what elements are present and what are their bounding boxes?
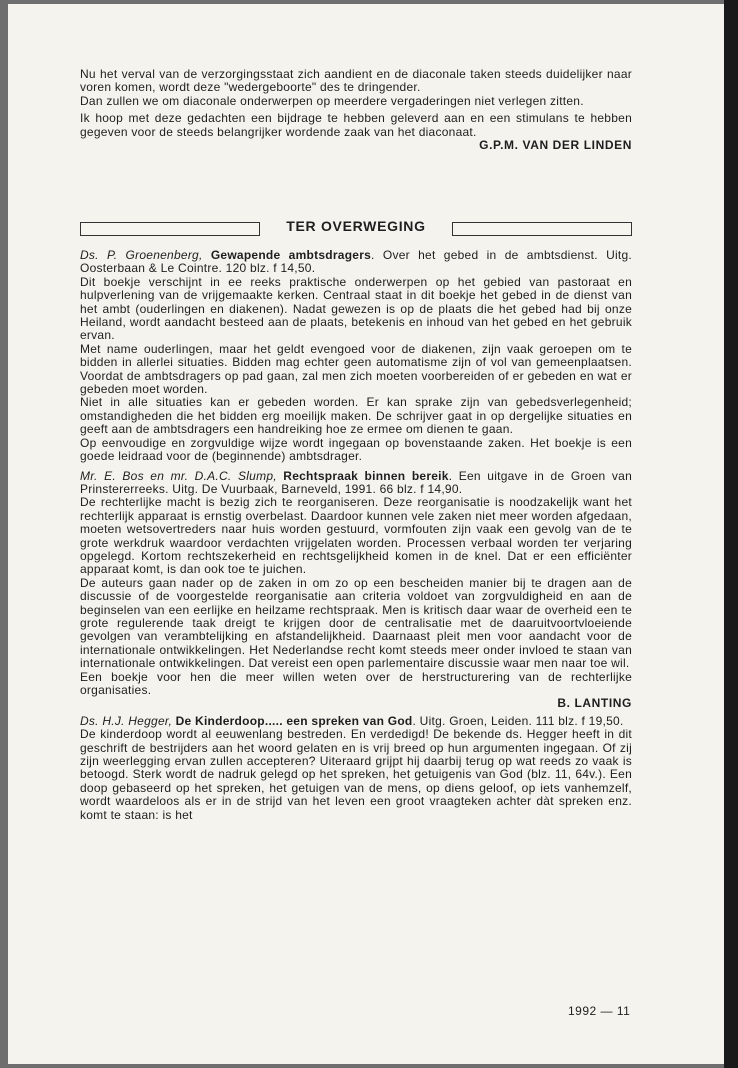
review-citation xyxy=(80,715,632,728)
section-title: TER OVERWEGING xyxy=(286,218,426,234)
page-number: 1992 — 11 xyxy=(568,1004,631,1018)
review-author: Ds. P. Groenenberg, xyxy=(80,248,203,262)
review-bos-slump xyxy=(80,470,632,711)
review-book-title: De Kinderdoop..... een spreken van God xyxy=(175,713,413,728)
review-author: Mr. E. Bos en mr. D.A.C. Slump, xyxy=(80,468,277,483)
review-author: Ds. H.J. Hegger, xyxy=(80,713,173,728)
intro-paragraph-2: Dan zullen we om diaconale onderwerpen op meerdere vergaderingen niet verlegen zitten. xyxy=(80,93,584,108)
review-groenenberg xyxy=(80,249,632,464)
review-publication-info: . Over het gebed in de ambtsdienst. Uitg. Oosterbaan & Le Cointre. 120 blz. f 14,50. xyxy=(80,248,633,276)
review-paragraph: De auteurs gaan nader op de zaken in om zo op een bescheiden manier bij te dragen aan de discussie of de voorgestelde reorganisatie aan criteria voldoet van zorgvuldigheid en aan de beginselen van een eerlijke en heilzame rechtspraak. Men is kritisch daar waar de overheid een te grote regulerende taak dreigt te krijgen door de centralisatie met de daaruitvoortvloeiende gevolgen van verambtelijking en afstandelijkheid. Daarnaast pleit men voor aandacht voor de internationale ontwikkelingen. Het Nederlandse recht komt steeds meer onder invloed te staan van internationale ontwikkelingen. Dat vereist een open parlementaire discussie waar men naar toe wil. xyxy=(80,575,632,671)
review-book-title: Rechtspraak binnen bereik xyxy=(283,468,449,483)
magazine-page xyxy=(8,4,724,1064)
intro-paragraph-3: Ik hoop met deze gedachten een bijdrage te hebben geleverd aan en een stimulans te hebben gegeven voor de steeds belangrijker wordende zaak van het diaconaat. xyxy=(80,111,632,139)
review-paragraph: Op eenvoudige en zorgvuldige wijze wordt ingegaan op bovenstaande zaken. Het boekje is een goede leidraad voor de (beginnende) ambtsdrager. xyxy=(80,435,632,464)
review-book-title: Gewapende ambtsdragers xyxy=(210,248,372,262)
review-paragraph: Een boekje voor hen die meer willen weten over de herstructurering van de rechterlijke organisaties. xyxy=(80,669,632,697)
intro-signature: G.P.M. VAN DER LINDEN xyxy=(479,138,632,153)
page-binding-edge xyxy=(724,0,738,1068)
header-rule-right xyxy=(452,222,632,236)
review-paragraph: Dit boekje verschijnt in ee reeks praktische onderwerpen op het gebied van pastoraat en hulpverlening van de vrijgemaakte kerken. Centraal staat in dit boekje het gebed in de dienst van het ambt (ouderlingen en diakenen). Nadat gewezen is op de plaats die het gebed had bij onze Heiland, wordt aandacht besteed aan de plaats, betekenis en inhoud van het gebed en het gebruik ervan. xyxy=(80,274,632,343)
intro-paragraph-1: Nu het verval van de verzorgingsstaat zich aandient en de diaconale taken steeds duidelijker naar voren komen, wordt deze "wedergeboorte" des te dringender. xyxy=(80,67,632,95)
intro-block xyxy=(80,68,632,152)
review-paragraph: Niet in alle situaties kan er gebeden worden. Er kan sprake zijn van gebedsverlegenheid; omstandigheden die het bidden erg moeilijk maken. De schrijver gaat in op dergelijke situaties en geeft aan de ambtsdragers een handreiking hoe ze ermee om dienen te gaan. xyxy=(80,395,632,437)
ter-overweging-section xyxy=(80,220,632,822)
section-header xyxy=(80,220,632,242)
review-signature: B. LANTING xyxy=(557,696,632,711)
review-publication-info: . Een uitgave in de Groen van Prinstererreeks. Uitg. De Vuurbaak, Barneveld, 1991. 66 blz. f 14,90. xyxy=(80,468,632,496)
review-citation xyxy=(80,249,632,276)
review-paragraph: Met name ouderlingen, maar het geldt evengoed voor de diakenen, zijn vaak geroepen om te bidden in allerlei situaties. Bidden mag echter geen automatisme zijn of vol van gemeenplaatsen. Voordat de ambtsdragers op pad gaan, zal men zich moeten voorbereiden of er gebeden en wat er gebeden moet worden. xyxy=(80,341,632,397)
review-paragraph: De kinderdoop wordt al eeuwenlang bestreden. En verdedigd! De bekende ds. Hegger heeft in dit geschrift de bestrijders aan het woord gelaten en is vrij breed op hun argumenten ingegaan. Of zij zijn weerlegging ervan zullen accepteren? Uiteraard grijpt hij daarbij terug op wat reeds zo vaak is betoogd. Sterk wordt de nadruk gelegd op het spreken, het getuigenis van God (blz. 11, 64v.). Een doop gebaseerd op het spreken, het getuigen van de mens, op diens geloof, op iets vanhemzelf, wordt waardeloos als er in de strijd van het leven een groot vraagteken achter dàt spreken enz. komt te staan: is het xyxy=(80,727,632,822)
review-publication-info: . Uitg. Groen, Leiden. 111 blz. f 19,50. xyxy=(412,713,624,728)
review-paragraph: De rechterlijke macht is bezig zich te reorganiseren. Deze reorganisatie is noodzakelijk want het rechterlijk apparaat is ernstig overbelast. Daardoor kunnen vele zaken niet meer worden afgedaan, moeten wetsovertreders naar huis worden gestuurd, vormfouten zijn vaak een gevolg van de te grote werkdruk waardoor verdachten vrijgelaten worden. Processen verbaal worden ter verjaring opgelegd. Kortom rechtszekerheid en rechtsgelijkheid komen in de knel. Dat er een efficiënter apparaat komt, is dan ook toe te juichen. xyxy=(80,495,632,577)
review-hegger xyxy=(80,715,632,822)
review-citation xyxy=(80,470,632,497)
